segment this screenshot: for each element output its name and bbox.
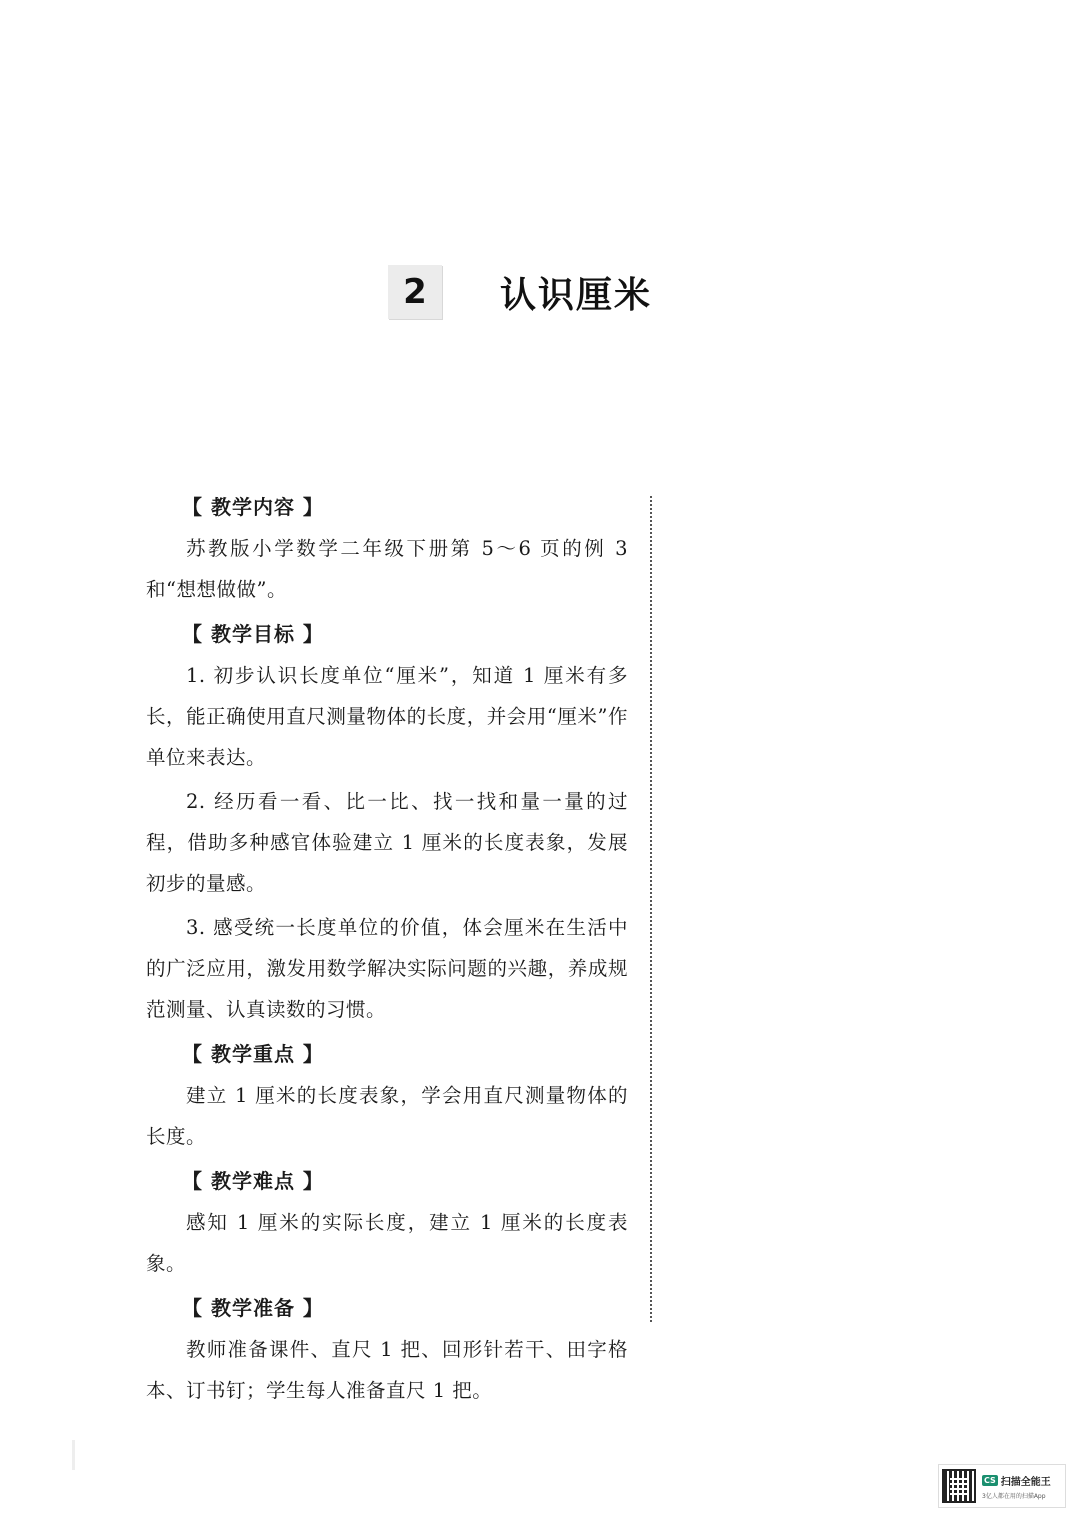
paragraph: 3. 感受统一长度单位的价值，体会厘米在生活中的广泛应用，激发用数学解决实际问题的兴趣，养成规范测量、认真读数的习惯。 — [146, 916, 628, 1021]
section-heading: 【 教学准备 】 — [182, 1296, 324, 1320]
section-teaching-difficulty — [146, 1160, 628, 1284]
qr-code-icon — [942, 1469, 976, 1503]
section-heading: 【 教学重点 】 — [182, 1042, 324, 1066]
section-heading: 【 教学目标 】 — [182, 622, 324, 646]
paragraph: 2. 经历看一看、比一比、找一找和量一量的过程，借助多种感官体验建立 1 厘米的长度表象，发展初步的量感。 — [146, 790, 628, 895]
margin-mark — [72, 1440, 75, 1470]
chapter-number: 2 — [388, 265, 442, 319]
chapter-title: 认识厘米 — [500, 274, 653, 316]
dotted-divider — [650, 496, 652, 1322]
paragraph: 感知 1 厘米的实际长度，建立 1 厘米的长度表象。 — [146, 1211, 628, 1275]
watermark-tagline: 3亿人都在用的扫描App — [982, 1492, 1046, 1500]
lesson-plan-body — [146, 486, 628, 1414]
watermark-brand-name: 扫描全能王 — [1000, 1476, 1051, 1488]
paragraph: 建立 1 厘米的长度表象，学会用直尺测量物体的长度。 — [146, 1084, 628, 1148]
section-teaching-preparation — [146, 1287, 628, 1411]
scanner-watermark — [938, 1464, 1066, 1508]
section-teaching-goals — [146, 613, 628, 1030]
chapter-header — [388, 264, 652, 320]
section-heading: 【 教学难点 】 — [182, 1169, 324, 1193]
watermark-text — [982, 1473, 1051, 1500]
cs-logo-icon: CS — [984, 1475, 996, 1485]
section-teaching-content — [146, 486, 628, 610]
paragraph: 苏教版小学数学二年级下册第 5～6 页的例 3 和“想想做做”。 — [146, 537, 628, 601]
watermark-brand — [982, 1473, 1051, 1488]
paragraph: 1. 初步认识长度单位“厘米”，知道 1 厘米有多长，能正确使用直尺测量物体的长度，并会用“厘米”作单位来表达。 — [146, 664, 628, 769]
paragraph: 教师准备课件、直尺 1 把、回形针若干、田字格本、订书钉；学生每人准备直尺 1 把。 — [146, 1338, 628, 1402]
section-heading: 【 教学内容 】 — [182, 495, 324, 519]
section-teaching-focus — [146, 1033, 628, 1157]
